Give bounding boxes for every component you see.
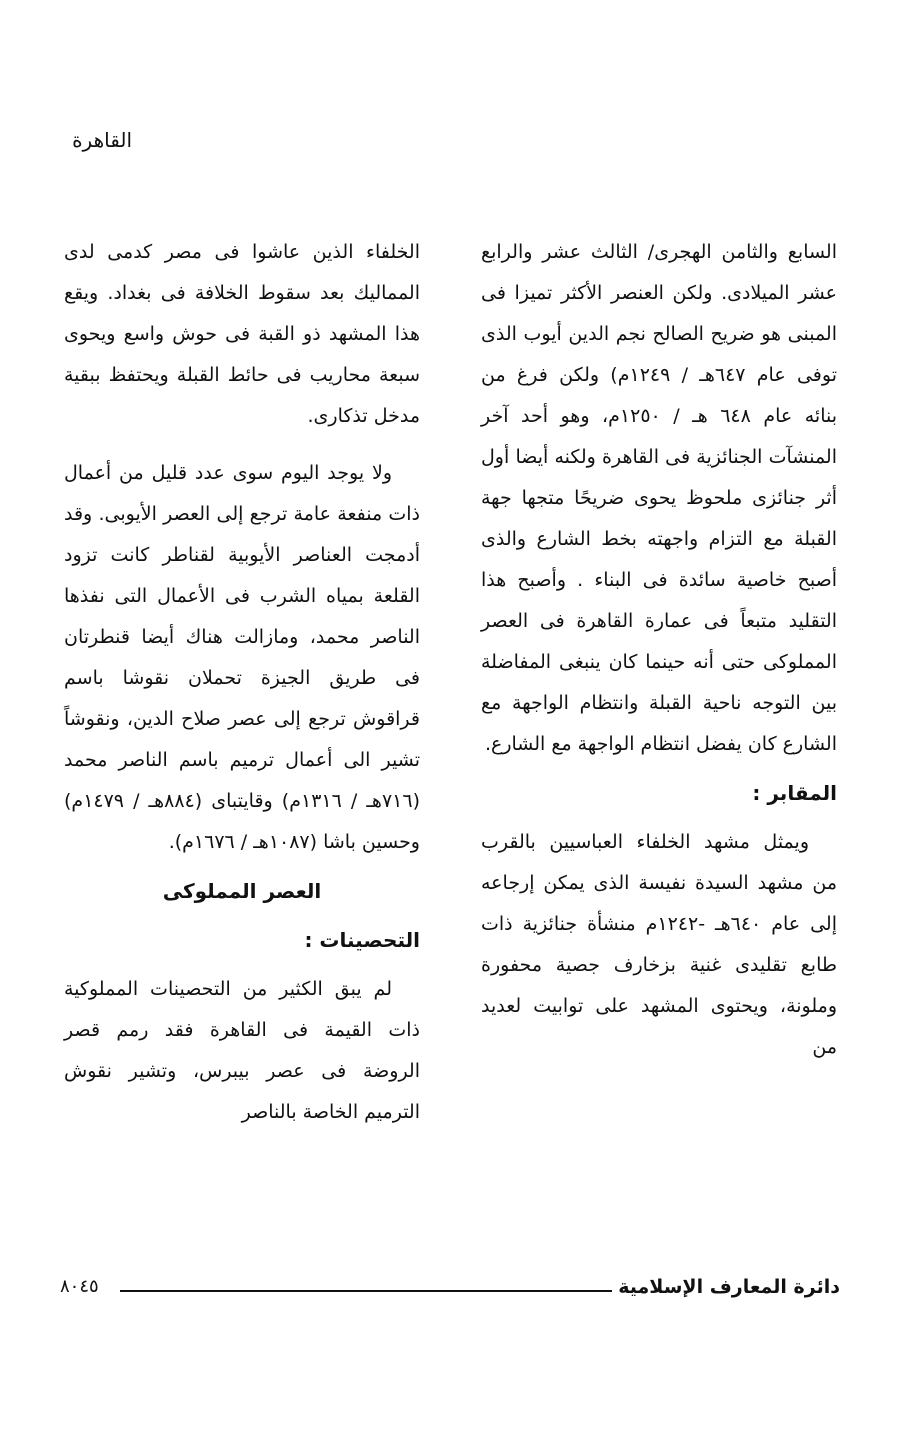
left-text-column [64,232,420,1133]
left-paragraph-1: الخلفاء الذين عاشوا فى مصر كدمى لدى المماليك بعد سقوط الخلافة فى بغداد. ويقع هذا المشهد ذو القبة فى حوش واسع ويحوى سبعة محاريب فى حائط القبلة ويحتفظ ببقية مدخل تذكارى. [64,241,420,427]
right-paragraph-1: السابع والثامن الهجرى/ الثالث عشر والرابع عشر الميلادى. ولكن العنصر الأكثر تميزا فى المبنى هو ضريح الصالح نجم الدين أيوب الذى توفى عام ٦٤٧هـ / ١٢٤٩م) ولكن فرغ من بنائه عام ٦٤٨ هـ / ١٢٥٠م، وهو أحد آخر المنشآت الجنائزية فى القاهرة ولكنه أيضا أول أثر جنائزى ملحوظ يحوى ضريحًا متجها جهة القبلة مع التزام واجهته بخط الشارع والذى أصبح خاصية سائدة فى البناء . وأصبح هذا التقليد متبعاً فى عمارة القاهرة فى العصر المملوكى حتى أنه حينما كان ينبغى المفاضلة بين التوجه ناحية القبلة وانتظام الواجهة مع الشارع كان يفضل انتظام الواجهة مع الشارع. [481,241,838,755]
heading-tombs: المقابر : [752,781,837,805]
right-text-column [481,232,837,1068]
right-paragraph-2: ويمثل مشهد الخلفاء العباسيين بالقرب من مشهد السيدة نفيسة الذى يمكن إرجاعه إلى عام ٦٤٠هـ -١٢٤٢م منشأة جنائزية ذات طابع تقليدى غنية بزخارف جصية محفورة وملونة، ويحتوى المشهد على توابيت لعديد من [481,831,837,1058]
running-header-title: القاهرة [72,128,132,152]
left-paragraph-2: ولا يوجد اليوم سوى عدد قليل من أعمال ذات منفعة عامة ترجع إلى العصر الأيوبى. وقد أدمجت العناصر الأيوبية لقناطر كانت تزود القلعة بمياه الشرب فى الأعمال التى نفذها الناصر محمد، ومازالت هناك أيضا قنطرتان فى طريق الجيزة تحملان نقوشا باسم قراقوش ترجع إلى عصر صلاح الدين، ونقوشاً تشير الى أعمال ترميم باسم الناصر محمد (٧١٦هـ / ١٣١٦م) وقايتباى (٨٨٤هـ / ١٤٧٩م) وحسين باشا (١٠٨٧هـ / ١٦٧٦م). [64,462,420,853]
left-paragraph-3: لم يبق الكثير من التحصينات المملوكية ذات القيمة فى القاهرة فقد رمم قصر الروضة فى عصر بيبرس، وتشير نقوش الترميم الخاصة بالناصر [64,978,420,1123]
footer-publication-title: دائرة المعارف الإسلامية [618,1276,840,1298]
page-footer [60,1270,840,1310]
heading-mamluk-era: العصر المملوكى [162,879,322,903]
footer-divider-rule [120,1290,612,1292]
footer-page-number: ٨٠٤٥ [60,1276,99,1297]
heading-fortifications: التحصينات : [304,928,420,952]
